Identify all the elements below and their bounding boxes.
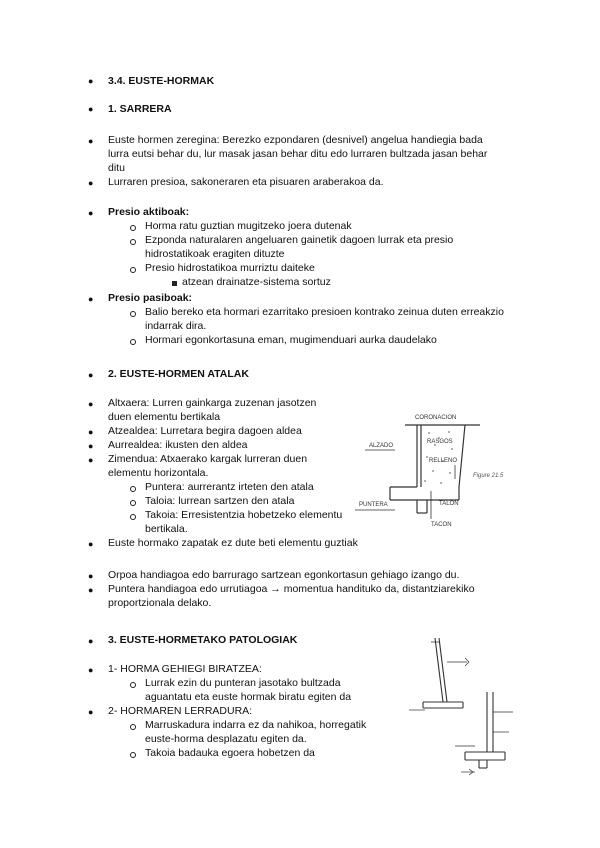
- list-item: Puntera: aurrerantz irteten den atala: [145, 481, 314, 493]
- intro-text: ditu: [108, 162, 125, 174]
- bullet: ●: [88, 707, 94, 717]
- intro-text: Euste hormen zeregina: Berezko ezpondaren (desnivel) angelua handiegia bada: [108, 134, 483, 146]
- pathology-sketches: [405, 632, 525, 782]
- list-item: atzean drainatze-sistema sortuz: [182, 276, 331, 288]
- section-heading-atalak: 2. EUSTE-HORMEN ATALAK: [108, 368, 249, 380]
- bullet: ●: [88, 399, 94, 409]
- intro-text: Lurraren presioa, sakoneraren eta pisuaren araberakoa da.: [108, 176, 384, 188]
- list-item: Marruskadura indarra ez da nahikoa, horregatik: [145, 719, 367, 731]
- bullet: ●: [88, 294, 94, 304]
- bullet: ●: [88, 539, 94, 549]
- list-item: Euste hormako zapatak ez dute beti elementu guztiak: [108, 537, 358, 549]
- list-item: Presio hidrostatikoa murriztu daiteke: [145, 262, 315, 274]
- list-item: indarrak dira.: [145, 320, 207, 332]
- list-item: Takoia badauka egoera hobetzen da: [145, 747, 315, 759]
- list-item: 1- HORMA GEHIEGI BIRATZEA:: [108, 663, 262, 675]
- bullet: ●: [88, 455, 94, 465]
- list-item: Ezponda naturalaren angeluaren gainetik dagoen lurrak eta presio: [145, 234, 454, 246]
- bullet: ●: [88, 636, 94, 646]
- list-item: Takoia: Erresistentzia hobetzeko elementu: [145, 509, 343, 521]
- list-item: Aurrealdea: ikusten den aldea: [108, 439, 248, 451]
- section-heading-sarrera: 1. SARRERA: [108, 103, 172, 115]
- list-item: Balio bereko eta hormari ezarritako presioen kontrako zeinua duten erreakzio: [145, 306, 504, 318]
- retaining-wall-diagram: [355, 405, 525, 540]
- list-item: euste-horma desplazatu egiten da.: [145, 733, 307, 745]
- bullet: ●: [88, 370, 94, 380]
- circle-bullet: [130, 267, 136, 273]
- intro-text: lurra eutsi behar du, lur masak jasan behar ditu edo lurraren bultzada jasan behar: [108, 148, 488, 160]
- circle-bullet: [130, 724, 136, 730]
- bullet: ●: [88, 441, 94, 451]
- label-puntera: PUNTERA: [359, 502, 388, 508]
- bullet: ●: [88, 178, 94, 188]
- list-item: Orpoa handiagoa edo barrurago sartzean egonkortasun gehiago izango du.: [108, 569, 460, 581]
- circle-bullet: [130, 486, 136, 492]
- square-bullet: [172, 281, 177, 286]
- circle-bullet: [130, 239, 136, 245]
- label-rasgos: RASGOS: [427, 439, 453, 445]
- bullet: ●: [88, 136, 94, 146]
- list-item: 2- HORMAREN LERRADURA:: [108, 705, 253, 717]
- circle-bullet: [130, 500, 136, 506]
- label-talon: TALON: [439, 501, 459, 507]
- section-heading-patologiak: 3. EUSTE-HORMETAKO PATOLOGIAK: [108, 634, 298, 646]
- label-alzado: ALZADO: [369, 443, 394, 449]
- pasiboak-title: Presio pasiboak:: [108, 292, 193, 304]
- label-tacon: TACON: [431, 522, 452, 528]
- list-item: hidrostatikoak eragiten dituzte: [145, 248, 285, 260]
- bullet: ●: [88, 427, 94, 437]
- list-item: aguantatu eta euste hormak biratu egiten da: [145, 691, 352, 703]
- list-item: Taloia: lurrean sartzen den atala: [145, 495, 295, 507]
- list-item: Horma ratu guztian mugitzeko joera dutenak: [145, 220, 352, 232]
- list-item: Atzealdea: Lurretara begira dagoen aldea: [108, 425, 302, 437]
- circle-bullet: [130, 514, 136, 520]
- circle-bullet: [130, 752, 136, 758]
- circle-bullet: [130, 311, 136, 317]
- bullet: ●: [88, 76, 94, 86]
- label-coronacion: CORONACION: [415, 415, 457, 421]
- figure-caption: Figure 21.5: [473, 473, 504, 479]
- list-item: Zimendua: Atxaerako kargak lurreran duen: [108, 453, 308, 465]
- list-item: elementu horizontala.: [108, 467, 209, 479]
- circle-bullet: [130, 225, 136, 231]
- label-relleno: RELLENO: [429, 458, 458, 464]
- circle-bullet: [130, 682, 136, 688]
- list-item: Altxaera: Lurren gainkarga zuzenan jasotzen: [108, 397, 317, 409]
- bullet: ●: [88, 585, 94, 595]
- list-item: Lurrak ezin du punteran jasotako bultzada: [145, 677, 341, 689]
- list-item: duen elementu bertikala: [108, 411, 221, 423]
- list-item: bertikala.: [145, 523, 188, 535]
- bullet: ●: [88, 571, 94, 581]
- bullet: ●: [88, 665, 94, 675]
- bullet: ●: [88, 208, 94, 218]
- list-item: Hormari egonkortasuna eman, mugimenduari aurka daudelako: [145, 334, 437, 346]
- list-item: proportzionala delako.: [108, 597, 212, 609]
- list-item: Puntera handiagoa edo urrutiagoa → momentua handituko da, distantziarekiko: [108, 583, 475, 595]
- doc-title: 3.4. EUSTE-HORMAK: [108, 75, 215, 87]
- aktiboak-title: Presio aktiboak:: [108, 206, 190, 218]
- circle-bullet: [130, 339, 136, 345]
- bullet: ●: [88, 104, 94, 114]
